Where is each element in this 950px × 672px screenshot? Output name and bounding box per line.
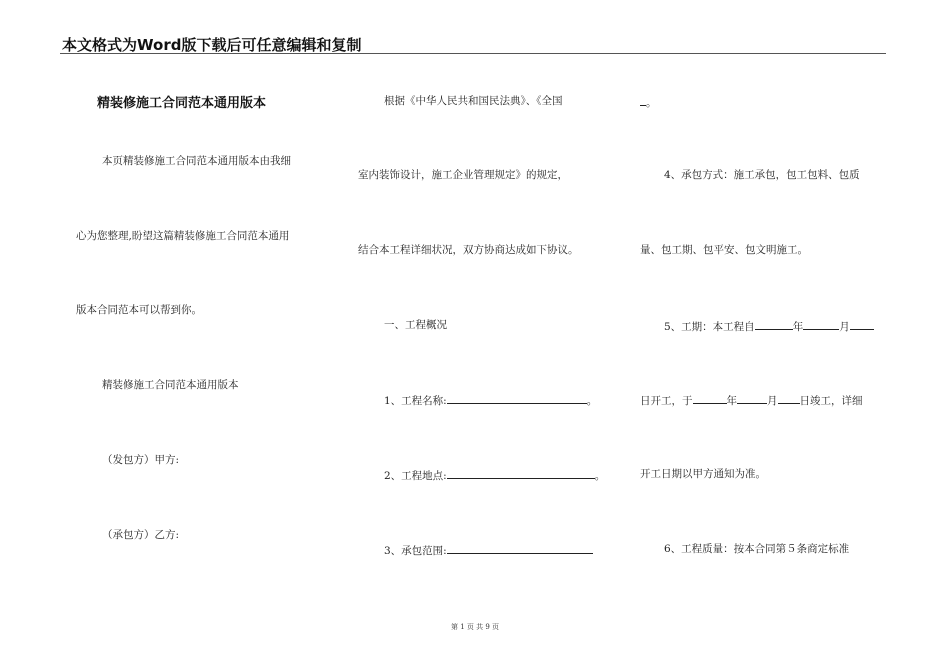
section-overview: 一、工程概况 xyxy=(384,319,447,331)
item-duration-end xyxy=(640,392,863,408)
item-duration-month: 月 xyxy=(839,321,850,333)
item-project-name-label: 1、工程名称: xyxy=(384,395,447,407)
item-quality: 6、工程质量：按本合同第５条商定标准 xyxy=(664,543,850,555)
item-duration-end-pre: 日开工，于 xyxy=(640,395,693,407)
page-number: 第 1 页 共 9 页 xyxy=(450,623,500,631)
item-duration xyxy=(664,318,874,334)
document-title: 精装修施工合同范本通用版本 xyxy=(97,96,267,111)
intro-line-1: 本页精装修施工合同范本通用版本由我细 xyxy=(102,155,291,167)
item-project-location-label: 2、工程地点: xyxy=(384,470,447,482)
basis-line-1: 根据《中华人民共和国民法典》、《全国 xyxy=(384,95,563,107)
item-duration-end-month: 月 xyxy=(767,395,778,407)
party-b: （承包方）乙方: xyxy=(102,529,180,541)
party-a: （发包方）甲方: xyxy=(102,454,180,466)
project-name-blank xyxy=(447,392,587,404)
end-month-blank xyxy=(737,392,767,404)
header-divider xyxy=(60,53,886,54)
item-contract-method-a: 4、承包方式：施工承包，包工包料、包质 xyxy=(664,169,860,181)
line-0 xyxy=(640,94,657,110)
item-project-name xyxy=(384,392,597,408)
item-contract-scope-label: 3、承包范围: xyxy=(384,545,447,557)
item-contract-method-b: 量、包工期、包平安、包文明施工。 xyxy=(640,244,808,256)
page-header-title: 本文格式为Word版下载后可任意编辑和复制 xyxy=(62,36,362,54)
item-start-notice: 开工日期以甲方通知为准。 xyxy=(640,468,766,480)
start-day-blank xyxy=(850,318,874,330)
item-duration-year: 年 xyxy=(792,321,804,333)
intro-line-2: 心为您整理,盼望这篇精装修施工合同范本通用 xyxy=(76,230,290,242)
start-month-blank xyxy=(803,318,839,330)
item-project-name-end: 。 xyxy=(586,395,598,407)
item-duration-end-post: 日竣工，详细 xyxy=(799,395,863,407)
contract-scope-blank xyxy=(447,542,593,554)
end-year-blank xyxy=(693,392,727,404)
subtitle: 精装修施工合同范本通用版本 xyxy=(102,379,239,391)
intro-line-3: 版本合同范本可以帮到你。 xyxy=(76,304,202,316)
end-day-blank xyxy=(778,392,800,404)
start-year-blank xyxy=(755,318,793,330)
item-project-location xyxy=(384,467,605,483)
project-location-blank xyxy=(447,467,595,479)
item-contract-scope xyxy=(384,542,593,558)
item-project-location-end: 。 xyxy=(594,470,606,482)
line-0-end: 。 xyxy=(646,97,657,109)
item-duration-label: 5、工期：本工程自 xyxy=(664,321,755,333)
basis-line-2: 室内装饰设计，施工企业管理规定》的规定， xyxy=(358,169,568,181)
item-duration-end-year: 年 xyxy=(726,395,737,407)
basis-line-3: 结合本工程详细状况，双方协商达成如下协议。 xyxy=(358,244,579,256)
